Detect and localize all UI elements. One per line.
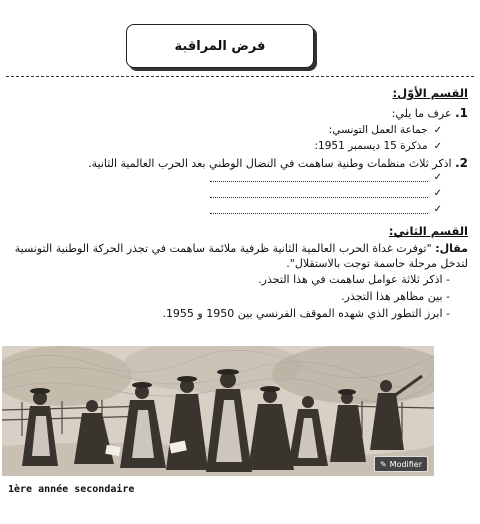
question-2-text: اذكر ثلاث منظمات وطنية ساهمت في النضال الوطني بعد الحرب العالمية الثانية. [88, 157, 452, 170]
essay-label: مقال: [435, 242, 468, 255]
essay-task: - ابرز التطور الذي شهده الموقف الفرنسي بين 1950 و 1955. [162, 307, 450, 320]
checkmark-icon: ✓ [433, 172, 442, 183]
essay-task: - بين مظاهر هذا التجذر. [341, 290, 450, 303]
answer-line [210, 204, 442, 215]
dotted-blank [210, 205, 428, 214]
modifier-label: Modifier [389, 459, 423, 469]
footer-level: 1ère année secondaire [8, 484, 135, 495]
title-box [126, 24, 314, 68]
page-title: فرض المراقبة [174, 38, 266, 54]
question-1-number: 1. [455, 106, 468, 120]
answer-line [210, 188, 442, 199]
checkmark-icon: ✓ [433, 204, 442, 215]
question-1-text: عرف ما يلي: [391, 107, 452, 120]
pencil-icon: ✎ [379, 459, 387, 469]
section-2-heading: القسم الثاني: [388, 224, 468, 238]
question-2 [8, 156, 468, 171]
dotted-blank [210, 173, 428, 182]
separator-line [6, 76, 474, 77]
checkmark-icon: ✓ [433, 188, 442, 199]
definition-item [329, 124, 442, 136]
essay-prompt [8, 241, 468, 271]
question-1 [8, 106, 468, 121]
definition-item [314, 140, 442, 152]
definition-label: جماعة العمل التونسي: [328, 124, 428, 136]
answer-line [210, 172, 442, 183]
engraving-drawing [2, 346, 434, 476]
question-2-number: 2. [455, 156, 468, 170]
checkmark-icon: ✓ [433, 124, 442, 136]
essay-task: - اذكر ثلاثة عوامل ساهمت في هذا التجذر. [258, 273, 450, 286]
checkmark-icon: ✓ [433, 140, 442, 152]
section-1-heading: القسم الأوّل: [392, 86, 468, 100]
essay-quote: "توفرت غداة الحرب العالمية الثانية ظرفية ملائمة ساهمت في تجذر الحركة الوطنية التونسية لتدخل مرحلة حاسمة توجت بالاستقلال". [14, 242, 468, 270]
definition-label: مذكرة 15 ديسمبر 1951: [314, 140, 428, 152]
historical-illustration [2, 346, 434, 476]
modifier-button[interactable] [374, 456, 428, 472]
dotted-blank [210, 189, 428, 198]
